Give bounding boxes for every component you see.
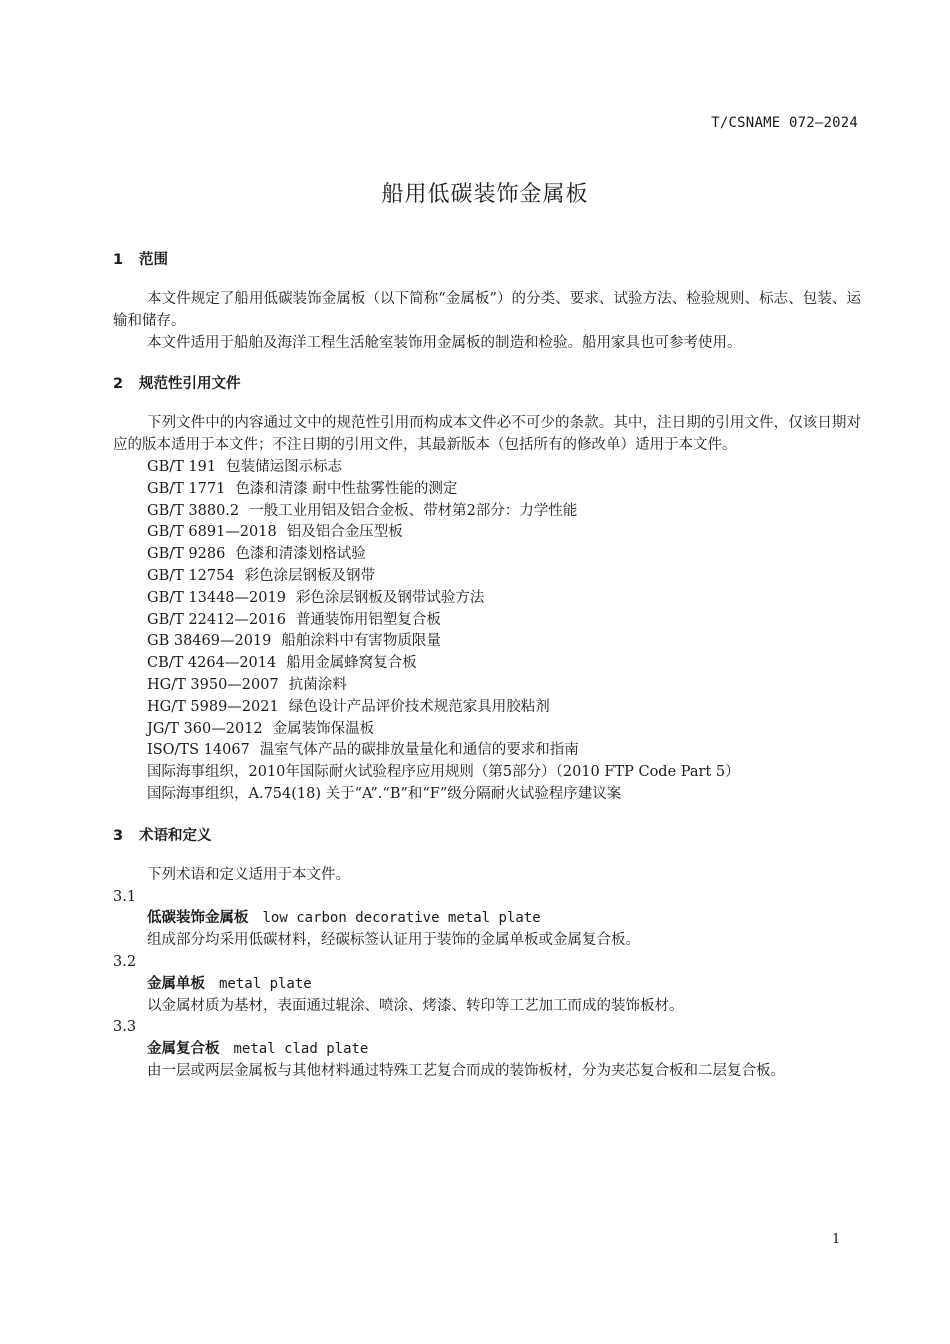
reference-code: HG/T 3950—2007 bbox=[147, 676, 279, 693]
reference-item bbox=[113, 653, 861, 675]
reference-code: JG/T 360—2012 bbox=[147, 720, 263, 737]
scope-paragraph: 本文件适用于船舶及海洋工程生活舱室装饰用金属板的制造和检验。船用家具也可参考使用。 bbox=[147, 334, 742, 351]
section-number: 3 bbox=[113, 827, 124, 844]
reference-code: GB/T 1771 bbox=[147, 480, 226, 497]
reference-code: GB 38469—2019 bbox=[147, 633, 272, 650]
reference-title: 彩色涂层钢板及钢带 bbox=[244, 567, 376, 584]
reference-code: GB/T 13448—2019 bbox=[147, 589, 286, 606]
section-heading-terms bbox=[113, 826, 861, 848]
reference-code: GB/T 12754 bbox=[147, 567, 235, 584]
reference-code: GB/T 22412—2016 bbox=[147, 611, 286, 628]
term-entry bbox=[113, 887, 861, 952]
section-number: 1 bbox=[113, 252, 124, 268]
reference-item bbox=[113, 719, 861, 741]
term-heading bbox=[113, 908, 861, 930]
term-number: 3.3 bbox=[113, 1019, 137, 1036]
standard-code: T/CSNAME 072—2024 bbox=[711, 115, 858, 131]
reference-list bbox=[113, 457, 861, 806]
term-english: metal plate bbox=[219, 975, 312, 992]
references-intro: 下列文件中的内容通过文中的规范性引用而构成本文件必不可少的条款。其中，注日期的引用文件，仅该日期对应的版本适用于本文件；不注日期的引用文件，其最新版本（包括所有的修改单）适用于本文件。 bbox=[113, 415, 861, 454]
reference-item bbox=[113, 610, 861, 632]
reference-item bbox=[113, 457, 861, 479]
document-body bbox=[113, 250, 861, 1083]
reference-code: GB/T 9286 bbox=[147, 546, 226, 563]
reference-code: GB/T 191 bbox=[147, 458, 217, 475]
terms-intro: 下列术语和定义适用于本文件。 bbox=[147, 866, 350, 883]
reference-code: ISO/TS 14067 bbox=[147, 742, 250, 759]
reference-code: CB/T 4264—2014 bbox=[147, 655, 277, 672]
reference-title: 国际海事组织，2010年国际耐火试验程序应用规则（第5部分）（2010 FTP Code Part 5） bbox=[147, 764, 740, 781]
reference-item bbox=[113, 784, 861, 806]
term-entry bbox=[113, 1017, 861, 1082]
reference-item bbox=[113, 501, 861, 523]
reference-title: 包装储运图示标志 bbox=[226, 458, 343, 475]
reference-item bbox=[113, 675, 861, 697]
reference-title: 抗菌涂料 bbox=[288, 676, 347, 693]
section-heading-normative-references bbox=[113, 374, 861, 396]
reference-item bbox=[113, 740, 861, 762]
reference-title: 船舶涂料中有害物质限量 bbox=[281, 633, 441, 650]
reference-code: HG/T 5989—2021 bbox=[147, 698, 279, 715]
section-title: 范围 bbox=[139, 252, 168, 268]
section-number: 2 bbox=[113, 376, 124, 393]
reference-item bbox=[113, 697, 861, 719]
reference-title: 一般工业用铝及铝合金板、带材第2部分：力学性能 bbox=[249, 502, 578, 519]
document-title: 船用低碳装饰金属板 bbox=[381, 182, 589, 207]
term-definition: 由一层或两层金属板与其他材料通过特殊工艺复合而成的装饰板材，分为夹芯复合板和二层复合板。 bbox=[147, 1062, 785, 1079]
term-chinese: 金属复合板 bbox=[147, 1041, 220, 1058]
term-chinese: 金属单板 bbox=[147, 975, 205, 992]
reference-title: 金属装饰保温板 bbox=[272, 720, 375, 737]
term-number: 3.2 bbox=[113, 953, 137, 970]
reference-title: 国际海事组织，A.754(18) 关于“A”.“B”和“F”级分隔耐火试验程序建议案 bbox=[147, 785, 622, 802]
term-heading bbox=[113, 974, 861, 996]
reference-item bbox=[113, 522, 861, 544]
page-number: 1 bbox=[832, 1232, 841, 1247]
term-number: 3.1 bbox=[113, 888, 137, 905]
reference-title: 船用金属蜂窝复合板 bbox=[286, 655, 417, 672]
section-title: 术语和定义 bbox=[139, 827, 212, 844]
reference-item bbox=[113, 762, 861, 784]
section-heading-scope bbox=[113, 250, 861, 272]
reference-item bbox=[113, 566, 861, 588]
reference-item bbox=[113, 631, 861, 653]
reference-item bbox=[113, 544, 861, 566]
reference-title: 彩色涂层钢板及钢带试验方法 bbox=[295, 589, 485, 606]
term-definition: 组成部分均采用低碳材料，经碳标签认证用于装饰的金属单板或金属复合板。 bbox=[147, 932, 640, 949]
scope-paragraph: 本文件规定了船用低碳装饰金属板（以下简称“金属板”）的分类、要求、试验方法、检验规则、标志、包装、运输和储存。 bbox=[113, 291, 861, 329]
reference-title: 色漆和清漆 耐中性盐雾性能的测定 bbox=[235, 480, 458, 497]
reference-code: GB/T 6891—2018 bbox=[147, 524, 277, 541]
term-heading bbox=[113, 1039, 861, 1061]
term-chinese: 低碳装饰金属板 bbox=[147, 910, 249, 927]
term-english: metal clad plate bbox=[233, 1041, 369, 1058]
reference-title: 色漆和清漆划格试验 bbox=[235, 546, 366, 563]
reference-item bbox=[113, 588, 861, 610]
reference-item bbox=[113, 479, 861, 501]
reference-title: 温室气体产品的碳排放量量化和通信的要求和指南 bbox=[259, 742, 579, 759]
reference-title: 铝及铝合金压型板 bbox=[286, 524, 403, 541]
reference-code: GB/T 3880.2 bbox=[147, 502, 240, 519]
reference-title: 绿色设计产品评价技术规范家具用胶粘剂 bbox=[288, 698, 550, 715]
section-title: 规范性引用文件 bbox=[139, 376, 241, 393]
term-definition: 以金属材质为基材，表面通过辊涂、喷涂、烤漆、转印等工艺加工而成的装饰板材。 bbox=[147, 997, 684, 1014]
term-entry bbox=[113, 952, 861, 1017]
reference-title: 普通装饰用铝塑复合板 bbox=[295, 611, 441, 628]
term-english: low carbon decorative metal plate bbox=[262, 910, 541, 927]
